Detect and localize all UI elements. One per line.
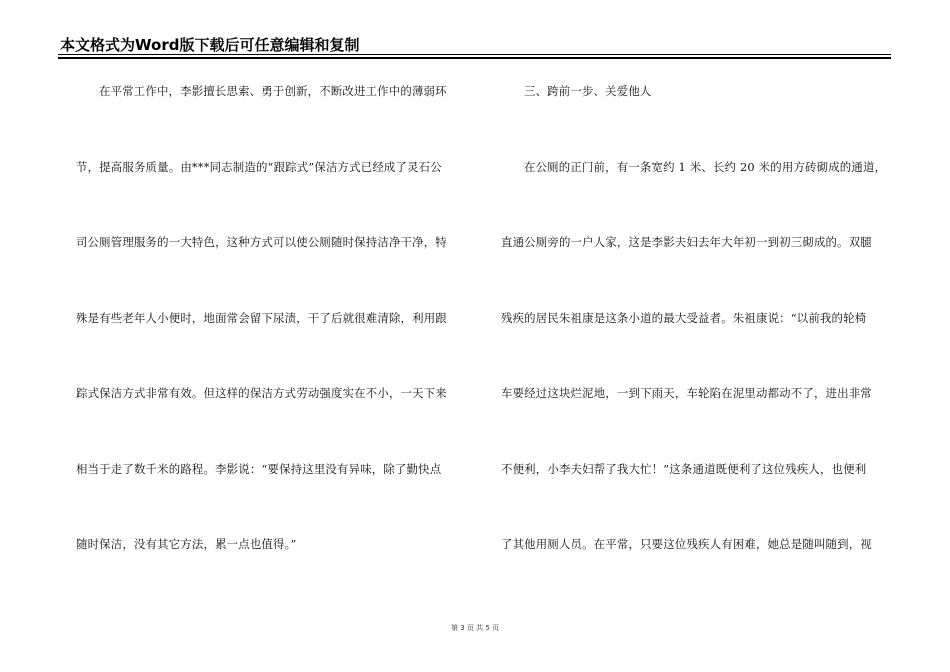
paragraph-line: 殊是有些老年人小便时，地面常会留下尿渍，干了后就很难清除，利用跟	[76, 310, 447, 325]
paragraph-line: 不便利，小李夫妇帮了我大忙！”这条通道既便利了这位残疾人，也便利	[501, 461, 867, 476]
paragraph-line: 了其他用厕人员。在平常，只要这位残疾人有困难，她总是随叫随到，视	[501, 537, 872, 551]
page-number: 第 3 页 共 5 页	[450, 624, 500, 632]
header-rule-thin	[58, 54, 891, 55]
section-heading: 三、跨前一步、关爱他人	[524, 84, 652, 98]
paragraph-line: 残疾的居民朱祖康是这条小道的最大受益者。朱祖康说：“以前我的轮椅	[501, 310, 867, 325]
right-text-column	[501, 86, 889, 615]
paragraph-line: 踪式保洁方式非常有效。但这样的保洁方式劳动强度实在不小，一天下来	[76, 386, 447, 400]
paragraph-line: 随时保洁，没有其它方法，累一点也值得。”	[76, 537, 297, 551]
paragraph-line: 节，提高服务质量。由***同志制造的“跟踪式”保洁方式已经成了灵石公	[76, 159, 442, 174]
paragraph-line: 相当于走了数千米的路程。李影说：“要保持这里没有异味，除了勤快点	[76, 461, 442, 476]
paragraph-line: 司公厕管理服务的一大特色，这种方式可以使公厕随时保持洁净干净，特	[76, 235, 447, 249]
header-rule-thick	[58, 57, 891, 59]
left-text-column	[76, 86, 464, 615]
document-header-title: 本文格式为Word版下载后可任意编辑和复制	[60, 36, 360, 54]
paragraph-line: 车要经过这块烂泥地，一到下雨天，车轮陷在泥里动都动不了，进出非常	[501, 386, 872, 400]
paragraph-line: 直通公厕旁的一户人家，这是李影夫妇去年大年初一到初三砌成的。双腿	[501, 235, 872, 249]
paragraph-line: 在平常工作中，李影擅长思索、勇于创新，不断改进工作中的薄弱环	[99, 84, 447, 98]
paragraph-line: 在公厕的正门前，有一条宽约 1 米、长约 20 米的用方砖砌成的通道，	[524, 159, 887, 174]
